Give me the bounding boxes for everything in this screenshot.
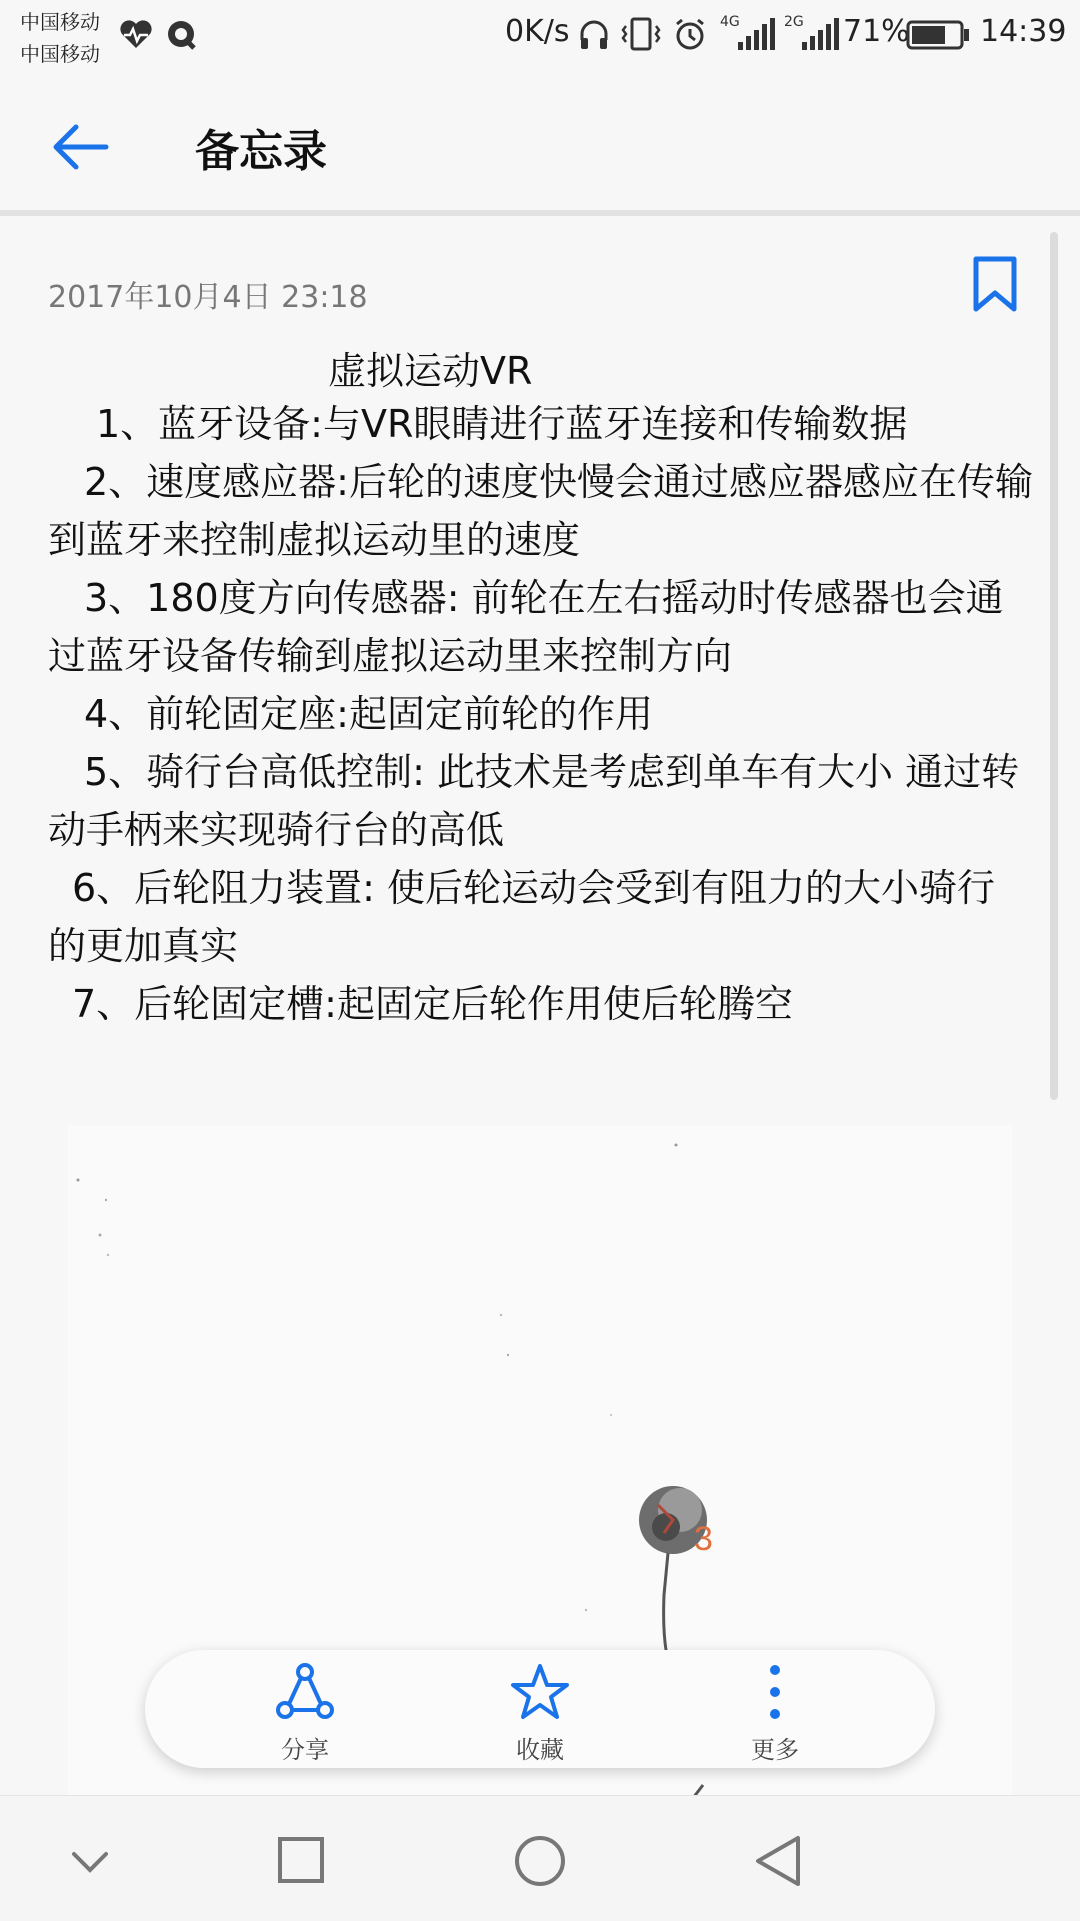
header-divider — [0, 210, 1080, 216]
nav-recents-button[interactable] — [260, 1826, 340, 1896]
share-label: 分享 — [281, 1736, 329, 1764]
more-vertical-icon — [745, 1662, 805, 1722]
bookmark-button[interactable] — [972, 255, 1018, 313]
app-bar — [0, 75, 1080, 210]
nav-hide-button[interactable] — [50, 1826, 130, 1896]
network-type-1: 4G — [720, 14, 740, 30]
note-line: 5、骑行台高低控制: 此技术是考虑到单车有大小 通过转动手柄来实现骑行台的高低 — [48, 750, 1020, 852]
note-line: 2、速度感应器:后轮的速度快慢会通过感应器感应在传输到蓝牙来控制虚拟运动里的速度 — [48, 460, 1033, 562]
status-bar — [0, 0, 1080, 75]
note-line: 1、蓝牙设备:与VR眼睛进行蓝牙连接和传输数据 — [96, 402, 908, 446]
note-line: 4、前轮固定座:起固定前轮的作用 — [84, 692, 653, 736]
headphones-icon — [578, 18, 610, 52]
vibrate-icon — [620, 16, 662, 52]
carrier-label-2: 中国移动 — [20, 42, 100, 66]
note-line: 7、后轮固定槽:起固定后轮作用使后轮腾空 — [72, 982, 793, 1026]
carrier-label-1: 中国移动 — [20, 10, 100, 34]
more-label: 更多 — [751, 1736, 799, 1764]
favorite-button[interactable] — [455, 1650, 625, 1768]
signal-icon-2 — [800, 16, 840, 52]
favorite-label: 收藏 — [516, 1736, 564, 1764]
navigation-bar — [0, 1795, 1080, 1921]
bookmark-icon — [972, 255, 1018, 313]
chevron-down-icon — [50, 1826, 130, 1896]
note-line: 3、180度方向传感器: 前轮在左右摇动时传感器也会通过蓝牙设备传输到虚拟运动里来控制方向 — [48, 576, 1004, 678]
triangle-back-icon — [740, 1826, 820, 1896]
alarm-icon — [672, 16, 708, 52]
battery-icon — [906, 20, 970, 50]
note-line: 6、后轮阻力装置: 使后轮运动会受到有阻力的大小骑行的更加真实 — [48, 866, 996, 968]
sketch-label: 3 — [694, 1520, 713, 1558]
signal-icon — [736, 16, 776, 52]
battery-percent: 71% — [843, 14, 910, 49]
action-bar — [145, 1650, 935, 1768]
star-icon — [510, 1662, 570, 1722]
network-type-2: 2G — [784, 14, 804, 30]
square-icon — [260, 1826, 340, 1896]
share-button[interactable] — [220, 1650, 390, 1768]
chat-bubble-icon — [164, 18, 198, 52]
note-title[interactable]: 虚拟运动VR — [328, 349, 533, 393]
arrow-left-icon — [40, 107, 120, 187]
share-icon — [275, 1662, 335, 1722]
note-body[interactable] — [48, 395, 1033, 1033]
heartbeat-icon — [118, 18, 154, 50]
nav-back-button[interactable] — [740, 1826, 820, 1896]
back-button[interactable] — [40, 107, 120, 187]
circle-icon — [500, 1826, 580, 1896]
note-date: 2017年10月4日 23:18 — [48, 280, 368, 315]
scrollbar[interactable] — [1050, 232, 1058, 1100]
network-speed: 0K/s — [505, 14, 570, 49]
nav-home-button[interactable] — [500, 1826, 580, 1896]
page-title: 备忘录 — [195, 126, 327, 177]
more-button[interactable] — [690, 1650, 860, 1768]
clock: 14:39 — [980, 14, 1067, 49]
